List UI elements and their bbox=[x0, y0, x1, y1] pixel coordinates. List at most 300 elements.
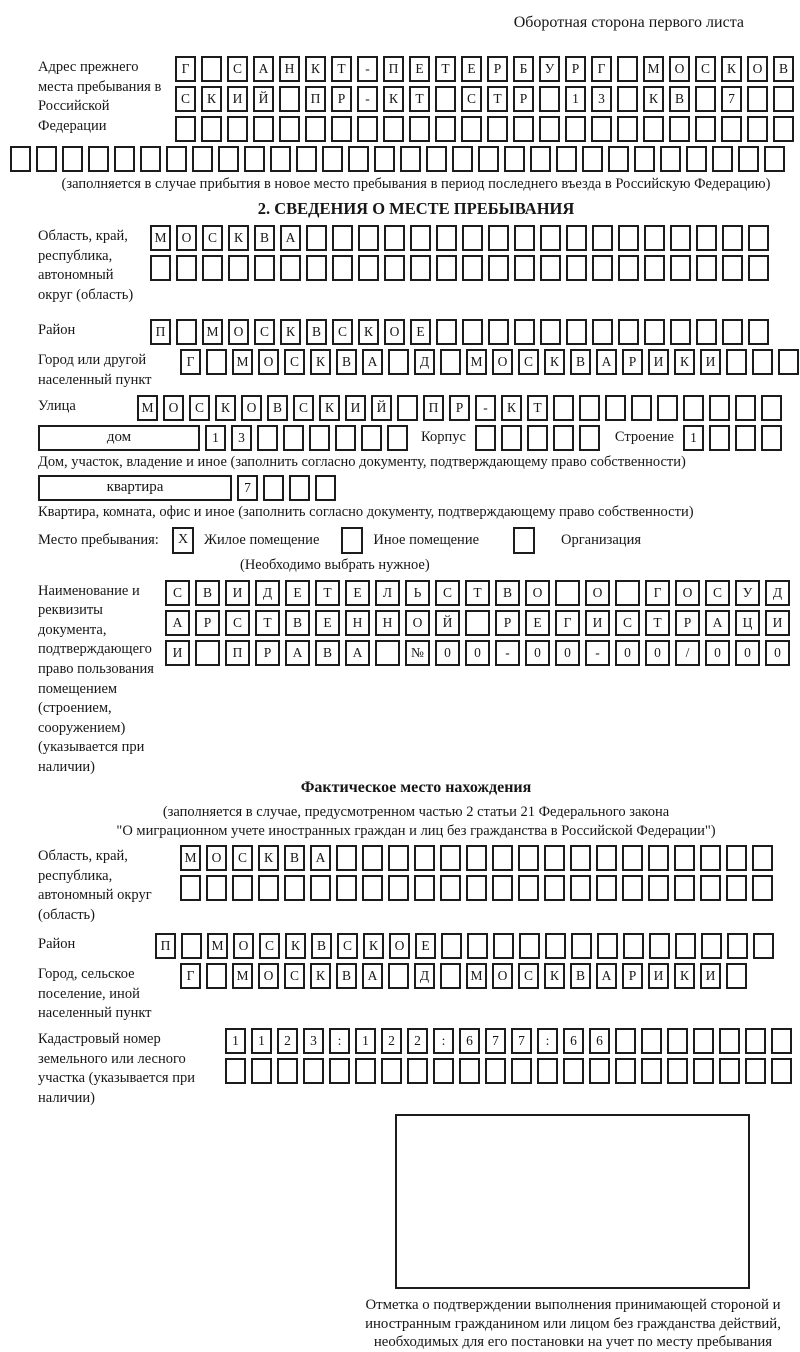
char-box[interactable]: Т bbox=[409, 86, 430, 112]
char-box[interactable] bbox=[206, 875, 227, 901]
char-box[interactable] bbox=[670, 255, 691, 281]
char-box[interactable] bbox=[436, 319, 457, 345]
char-box[interactable] bbox=[410, 225, 431, 251]
char-box[interactable] bbox=[660, 146, 681, 172]
char-box[interactable]: 7 bbox=[237, 475, 258, 501]
char-box[interactable] bbox=[544, 845, 565, 871]
char-box[interactable]: 7 bbox=[485, 1028, 506, 1054]
char-box[interactable] bbox=[726, 845, 747, 871]
char-box[interactable] bbox=[388, 349, 409, 375]
char-box[interactable]: 0 bbox=[645, 640, 670, 666]
char-box[interactable]: С bbox=[518, 349, 539, 375]
char-box[interactable] bbox=[387, 425, 408, 451]
char-box[interactable] bbox=[440, 349, 461, 375]
char-box[interactable]: В bbox=[267, 395, 288, 421]
char-box[interactable]: : bbox=[537, 1028, 558, 1054]
char-box[interactable]: Й bbox=[435, 610, 460, 636]
char-box[interactable]: Е bbox=[285, 580, 310, 606]
char-box[interactable] bbox=[381, 1058, 402, 1084]
char-box[interactable]: 0 bbox=[435, 640, 460, 666]
char-box[interactable]: В bbox=[285, 610, 310, 636]
char-box[interactable] bbox=[592, 255, 613, 281]
char-box[interactable] bbox=[462, 319, 483, 345]
char-box[interactable]: С bbox=[165, 580, 190, 606]
char-box[interactable] bbox=[540, 225, 561, 251]
char-box[interactable] bbox=[618, 319, 639, 345]
char-box[interactable]: 1 bbox=[683, 425, 704, 451]
char-box[interactable]: А bbox=[280, 225, 301, 251]
char-box[interactable] bbox=[329, 1058, 350, 1084]
char-box[interactable]: В bbox=[336, 349, 357, 375]
char-box[interactable] bbox=[530, 146, 551, 172]
char-box[interactable] bbox=[397, 395, 418, 421]
char-box[interactable] bbox=[570, 845, 591, 871]
char-box[interactable]: И bbox=[700, 349, 721, 375]
char-box[interactable]: К bbox=[363, 933, 384, 959]
char-box[interactable] bbox=[674, 845, 695, 871]
char-box[interactable]: А bbox=[596, 349, 617, 375]
char-box[interactable]: 6 bbox=[563, 1028, 584, 1054]
char-box[interactable] bbox=[175, 116, 196, 142]
char-box[interactable] bbox=[36, 146, 57, 172]
char-box[interactable]: 1 bbox=[251, 1028, 272, 1054]
char-box[interactable]: В bbox=[306, 319, 327, 345]
char-box[interactable] bbox=[563, 1058, 584, 1084]
char-box[interactable]: К bbox=[310, 349, 331, 375]
char-box[interactable] bbox=[553, 395, 574, 421]
char-box[interactable]: М bbox=[466, 349, 487, 375]
char-box[interactable]: П bbox=[155, 933, 176, 959]
char-box[interactable]: С bbox=[615, 610, 640, 636]
char-box[interactable]: П bbox=[423, 395, 444, 421]
char-box[interactable] bbox=[358, 225, 379, 251]
char-box[interactable]: В bbox=[495, 580, 520, 606]
char-box[interactable]: И bbox=[165, 640, 190, 666]
char-box[interactable]: 1 bbox=[565, 86, 586, 112]
char-box[interactable] bbox=[764, 146, 785, 172]
char-box[interactable]: М bbox=[202, 319, 223, 345]
char-box[interactable] bbox=[592, 225, 613, 251]
char-box[interactable] bbox=[683, 395, 704, 421]
char-box[interactable] bbox=[485, 1058, 506, 1084]
char-box[interactable] bbox=[357, 116, 378, 142]
char-box[interactable]: Р bbox=[449, 395, 470, 421]
char-box[interactable]: К bbox=[310, 963, 331, 989]
char-box[interactable] bbox=[253, 116, 274, 142]
char-box[interactable] bbox=[475, 425, 496, 451]
char-box[interactable] bbox=[745, 1028, 766, 1054]
char-box[interactable]: С bbox=[705, 580, 730, 606]
char-box[interactable] bbox=[309, 425, 330, 451]
char-box[interactable]: А bbox=[362, 963, 383, 989]
char-box[interactable] bbox=[374, 146, 395, 172]
char-box[interactable]: Е bbox=[525, 610, 550, 636]
char-box[interactable]: 0 bbox=[525, 640, 550, 666]
char-box[interactable] bbox=[553, 425, 574, 451]
char-box[interactable]: 0 bbox=[615, 640, 640, 666]
char-box[interactable] bbox=[433, 1058, 454, 1084]
char-box[interactable]: П bbox=[150, 319, 171, 345]
char-box[interactable]: С bbox=[435, 580, 460, 606]
char-box[interactable]: : bbox=[433, 1028, 454, 1054]
char-box[interactable] bbox=[150, 255, 171, 281]
char-box[interactable] bbox=[315, 475, 336, 501]
char-box[interactable]: О bbox=[258, 963, 279, 989]
char-box[interactable]: 7 bbox=[511, 1028, 532, 1054]
char-box[interactable] bbox=[488, 225, 509, 251]
char-box[interactable]: К bbox=[643, 86, 664, 112]
char-box[interactable]: К bbox=[721, 56, 742, 82]
char-box[interactable] bbox=[644, 255, 665, 281]
char-box[interactable] bbox=[181, 933, 202, 959]
char-box[interactable] bbox=[670, 225, 691, 251]
checkbox-residential[interactable]: X bbox=[172, 527, 194, 554]
char-box[interactable]: 0 bbox=[705, 640, 730, 666]
char-box[interactable]: В bbox=[284, 845, 305, 871]
char-box[interactable] bbox=[592, 319, 613, 345]
char-box[interactable] bbox=[263, 475, 284, 501]
char-box[interactable] bbox=[296, 146, 317, 172]
char-box[interactable] bbox=[696, 225, 717, 251]
char-box[interactable]: Т bbox=[255, 610, 280, 636]
char-box[interactable]: К bbox=[544, 963, 565, 989]
char-box[interactable]: К bbox=[358, 319, 379, 345]
char-box[interactable]: О bbox=[675, 580, 700, 606]
char-box[interactable]: Е bbox=[461, 56, 482, 82]
char-box[interactable]: М bbox=[150, 225, 171, 251]
char-box[interactable] bbox=[192, 146, 213, 172]
char-box[interactable] bbox=[667, 1028, 688, 1054]
char-box[interactable] bbox=[752, 845, 773, 871]
char-box[interactable]: П bbox=[225, 640, 250, 666]
char-box[interactable] bbox=[227, 116, 248, 142]
char-box[interactable]: Р bbox=[487, 56, 508, 82]
char-box[interactable] bbox=[62, 146, 83, 172]
char-box[interactable] bbox=[589, 1058, 610, 1084]
char-box[interactable]: Е bbox=[315, 610, 340, 636]
char-box[interactable] bbox=[362, 875, 383, 901]
char-box[interactable]: 2 bbox=[381, 1028, 402, 1054]
char-box[interactable] bbox=[634, 146, 655, 172]
char-box[interactable] bbox=[518, 845, 539, 871]
char-box[interactable] bbox=[726, 349, 747, 375]
char-box[interactable]: 0 bbox=[765, 640, 790, 666]
char-box[interactable] bbox=[384, 255, 405, 281]
char-box[interactable] bbox=[362, 845, 383, 871]
char-box[interactable] bbox=[277, 1058, 298, 1084]
char-box[interactable] bbox=[201, 116, 222, 142]
char-box[interactable] bbox=[519, 933, 540, 959]
char-box[interactable]: С bbox=[254, 319, 275, 345]
char-box[interactable] bbox=[571, 933, 592, 959]
char-box[interactable] bbox=[579, 425, 600, 451]
char-box[interactable]: А bbox=[253, 56, 274, 82]
char-box[interactable] bbox=[206, 349, 227, 375]
char-box[interactable]: - bbox=[357, 56, 378, 82]
char-box[interactable] bbox=[409, 116, 430, 142]
char-box[interactable] bbox=[461, 116, 482, 142]
char-box[interactable]: М bbox=[466, 963, 487, 989]
char-box[interactable]: Р bbox=[622, 963, 643, 989]
char-box[interactable] bbox=[410, 255, 431, 281]
char-box[interactable]: И bbox=[648, 349, 669, 375]
char-box[interactable]: И bbox=[225, 580, 250, 606]
char-box[interactable] bbox=[180, 875, 201, 901]
char-box[interactable] bbox=[492, 845, 513, 871]
char-box[interactable] bbox=[306, 225, 327, 251]
char-box[interactable]: В bbox=[669, 86, 690, 112]
char-box[interactable] bbox=[289, 475, 310, 501]
char-box[interactable] bbox=[722, 255, 743, 281]
char-box[interactable]: Г bbox=[591, 56, 612, 82]
char-box[interactable] bbox=[195, 640, 220, 666]
char-box[interactable]: В bbox=[570, 963, 591, 989]
char-box[interactable]: С bbox=[227, 56, 248, 82]
char-box[interactable] bbox=[641, 1058, 662, 1084]
char-box[interactable]: К bbox=[674, 963, 695, 989]
char-box[interactable] bbox=[695, 116, 716, 142]
char-box[interactable]: Е bbox=[345, 580, 370, 606]
char-box[interactable]: 2 bbox=[277, 1028, 298, 1054]
char-box[interactable] bbox=[228, 255, 249, 281]
char-box[interactable] bbox=[488, 319, 509, 345]
char-box[interactable] bbox=[686, 146, 707, 172]
char-box[interactable]: С bbox=[518, 963, 539, 989]
char-box[interactable]: А bbox=[165, 610, 190, 636]
char-box[interactable] bbox=[10, 146, 31, 172]
char-box[interactable]: К bbox=[215, 395, 236, 421]
char-box[interactable] bbox=[761, 425, 782, 451]
char-box[interactable]: Р bbox=[675, 610, 700, 636]
char-box[interactable]: Н bbox=[279, 56, 300, 82]
char-box[interactable]: С bbox=[332, 319, 353, 345]
char-box[interactable] bbox=[284, 875, 305, 901]
char-box[interactable] bbox=[257, 425, 278, 451]
char-box[interactable]: У bbox=[539, 56, 560, 82]
char-box[interactable] bbox=[206, 963, 227, 989]
char-box[interactable] bbox=[436, 255, 457, 281]
char-box[interactable] bbox=[441, 933, 462, 959]
char-box[interactable] bbox=[657, 395, 678, 421]
char-box[interactable] bbox=[388, 875, 409, 901]
char-box[interactable] bbox=[436, 225, 457, 251]
char-box[interactable]: 1 bbox=[205, 425, 226, 451]
char-box[interactable]: С bbox=[225, 610, 250, 636]
char-box[interactable]: Т bbox=[465, 580, 490, 606]
char-box[interactable] bbox=[622, 845, 643, 871]
char-box[interactable] bbox=[615, 580, 640, 606]
char-box[interactable] bbox=[643, 116, 664, 142]
char-box[interactable] bbox=[696, 319, 717, 345]
char-box[interactable]: М bbox=[207, 933, 228, 959]
char-box[interactable] bbox=[336, 845, 357, 871]
char-box[interactable]: М bbox=[232, 349, 253, 375]
char-box[interactable]: Р bbox=[331, 86, 352, 112]
char-box[interactable]: Л bbox=[375, 580, 400, 606]
char-box[interactable]: Й bbox=[371, 395, 392, 421]
char-box[interactable] bbox=[176, 319, 197, 345]
char-box[interactable]: О bbox=[163, 395, 184, 421]
char-box[interactable]: М bbox=[232, 963, 253, 989]
char-box[interactable] bbox=[670, 319, 691, 345]
char-box[interactable]: О bbox=[669, 56, 690, 82]
char-box[interactable]: Т bbox=[487, 86, 508, 112]
char-box[interactable]: Д bbox=[765, 580, 790, 606]
char-box[interactable] bbox=[467, 933, 488, 959]
char-box[interactable] bbox=[466, 875, 487, 901]
char-box[interactable] bbox=[667, 1058, 688, 1084]
char-box[interactable]: Е bbox=[410, 319, 431, 345]
char-box[interactable] bbox=[303, 1058, 324, 1084]
char-box[interactable]: С bbox=[461, 86, 482, 112]
char-box[interactable] bbox=[605, 395, 626, 421]
char-box[interactable]: Г bbox=[180, 349, 201, 375]
char-box[interactable] bbox=[709, 425, 730, 451]
char-box[interactable] bbox=[735, 425, 756, 451]
char-box[interactable]: И bbox=[765, 610, 790, 636]
char-box[interactable] bbox=[88, 146, 109, 172]
char-box[interactable] bbox=[459, 1058, 480, 1084]
char-box[interactable] bbox=[279, 116, 300, 142]
char-box[interactable]: К bbox=[228, 225, 249, 251]
char-box[interactable]: 1 bbox=[355, 1028, 376, 1054]
char-box[interactable] bbox=[305, 116, 326, 142]
char-box[interactable] bbox=[254, 255, 275, 281]
char-box[interactable] bbox=[747, 86, 768, 112]
char-box[interactable]: О bbox=[258, 349, 279, 375]
char-box[interactable]: И bbox=[585, 610, 610, 636]
char-box[interactable] bbox=[544, 875, 565, 901]
char-box[interactable]: О bbox=[206, 845, 227, 871]
char-box[interactable]: 1 bbox=[225, 1028, 246, 1054]
char-box[interactable] bbox=[202, 255, 223, 281]
char-box[interactable] bbox=[283, 425, 304, 451]
char-box[interactable]: Г bbox=[645, 580, 670, 606]
char-box[interactable] bbox=[322, 146, 343, 172]
char-box[interactable] bbox=[566, 255, 587, 281]
char-box[interactable] bbox=[426, 146, 447, 172]
char-box[interactable] bbox=[201, 56, 222, 82]
char-box[interactable] bbox=[258, 875, 279, 901]
char-box[interactable]: С bbox=[189, 395, 210, 421]
char-box[interactable] bbox=[440, 963, 461, 989]
char-box[interactable] bbox=[700, 845, 721, 871]
char-box[interactable] bbox=[631, 395, 652, 421]
char-box[interactable] bbox=[388, 845, 409, 871]
char-box[interactable] bbox=[306, 255, 327, 281]
char-box[interactable]: Р bbox=[513, 86, 534, 112]
char-box[interactable] bbox=[279, 86, 300, 112]
char-box[interactable] bbox=[597, 933, 618, 959]
char-box[interactable]: Н bbox=[375, 610, 400, 636]
char-box[interactable] bbox=[435, 86, 456, 112]
char-box[interactable]: Б bbox=[513, 56, 534, 82]
char-box[interactable] bbox=[738, 146, 759, 172]
char-box[interactable] bbox=[565, 116, 586, 142]
char-box[interactable] bbox=[608, 146, 629, 172]
char-box[interactable] bbox=[513, 116, 534, 142]
char-box[interactable]: О bbox=[747, 56, 768, 82]
char-box[interactable]: С bbox=[232, 845, 253, 871]
char-box[interactable] bbox=[773, 86, 794, 112]
char-box[interactable]: С bbox=[337, 933, 358, 959]
char-box[interactable]: 0 bbox=[465, 640, 490, 666]
char-box[interactable]: : bbox=[329, 1028, 350, 1054]
char-box[interactable]: - bbox=[475, 395, 496, 421]
char-box[interactable]: - bbox=[357, 86, 378, 112]
char-box[interactable]: О bbox=[389, 933, 410, 959]
char-box[interactable] bbox=[140, 146, 161, 172]
char-box[interactable]: В bbox=[315, 640, 340, 666]
char-box[interactable]: Г bbox=[555, 610, 580, 636]
char-box[interactable] bbox=[701, 933, 722, 959]
char-box[interactable]: К bbox=[383, 86, 404, 112]
char-box[interactable] bbox=[540, 255, 561, 281]
char-box[interactable] bbox=[566, 319, 587, 345]
char-box[interactable]: К bbox=[305, 56, 326, 82]
char-box[interactable]: К bbox=[544, 349, 565, 375]
char-box[interactable]: 3 bbox=[591, 86, 612, 112]
char-box[interactable] bbox=[753, 933, 774, 959]
char-box[interactable] bbox=[504, 146, 525, 172]
char-box[interactable] bbox=[435, 116, 456, 142]
char-box[interactable] bbox=[615, 1058, 636, 1084]
char-box[interactable]: Р bbox=[255, 640, 280, 666]
char-box[interactable]: К bbox=[285, 933, 306, 959]
char-box[interactable]: О bbox=[176, 225, 197, 251]
char-box[interactable] bbox=[539, 86, 560, 112]
char-box[interactable]: К bbox=[501, 395, 522, 421]
char-box[interactable]: 6 bbox=[589, 1028, 610, 1054]
char-box[interactable] bbox=[358, 255, 379, 281]
char-box[interactable] bbox=[493, 933, 514, 959]
char-box[interactable]: В bbox=[254, 225, 275, 251]
char-box[interactable] bbox=[244, 146, 265, 172]
char-box[interactable]: О bbox=[241, 395, 262, 421]
char-box[interactable]: П bbox=[305, 86, 326, 112]
char-box[interactable]: 6 bbox=[459, 1028, 480, 1054]
char-box[interactable] bbox=[466, 845, 487, 871]
char-box[interactable]: Р bbox=[195, 610, 220, 636]
char-box[interactable] bbox=[747, 116, 768, 142]
char-box[interactable]: Е bbox=[415, 933, 436, 959]
char-box[interactable]: О bbox=[492, 963, 513, 989]
char-box[interactable] bbox=[641, 1028, 662, 1054]
char-box[interactable]: П bbox=[383, 56, 404, 82]
char-box[interactable] bbox=[582, 146, 603, 172]
char-box[interactable] bbox=[225, 1058, 246, 1084]
char-box[interactable] bbox=[452, 146, 473, 172]
char-box[interactable] bbox=[771, 1058, 792, 1084]
char-box[interactable] bbox=[615, 1028, 636, 1054]
char-box[interactable]: М bbox=[180, 845, 201, 871]
char-box[interactable] bbox=[555, 580, 580, 606]
char-box[interactable] bbox=[735, 395, 756, 421]
char-box[interactable]: В bbox=[336, 963, 357, 989]
char-box[interactable] bbox=[331, 116, 352, 142]
char-box[interactable]: С bbox=[695, 56, 716, 82]
char-box[interactable]: Д bbox=[414, 349, 435, 375]
char-box[interactable] bbox=[537, 1058, 558, 1084]
char-box[interactable]: О bbox=[525, 580, 550, 606]
char-box[interactable]: 7 bbox=[721, 86, 742, 112]
char-box[interactable] bbox=[752, 349, 773, 375]
char-box[interactable] bbox=[617, 86, 638, 112]
char-box[interactable]: Т bbox=[315, 580, 340, 606]
char-box[interactable]: А bbox=[362, 349, 383, 375]
char-box[interactable] bbox=[752, 875, 773, 901]
char-box[interactable]: А bbox=[596, 963, 617, 989]
